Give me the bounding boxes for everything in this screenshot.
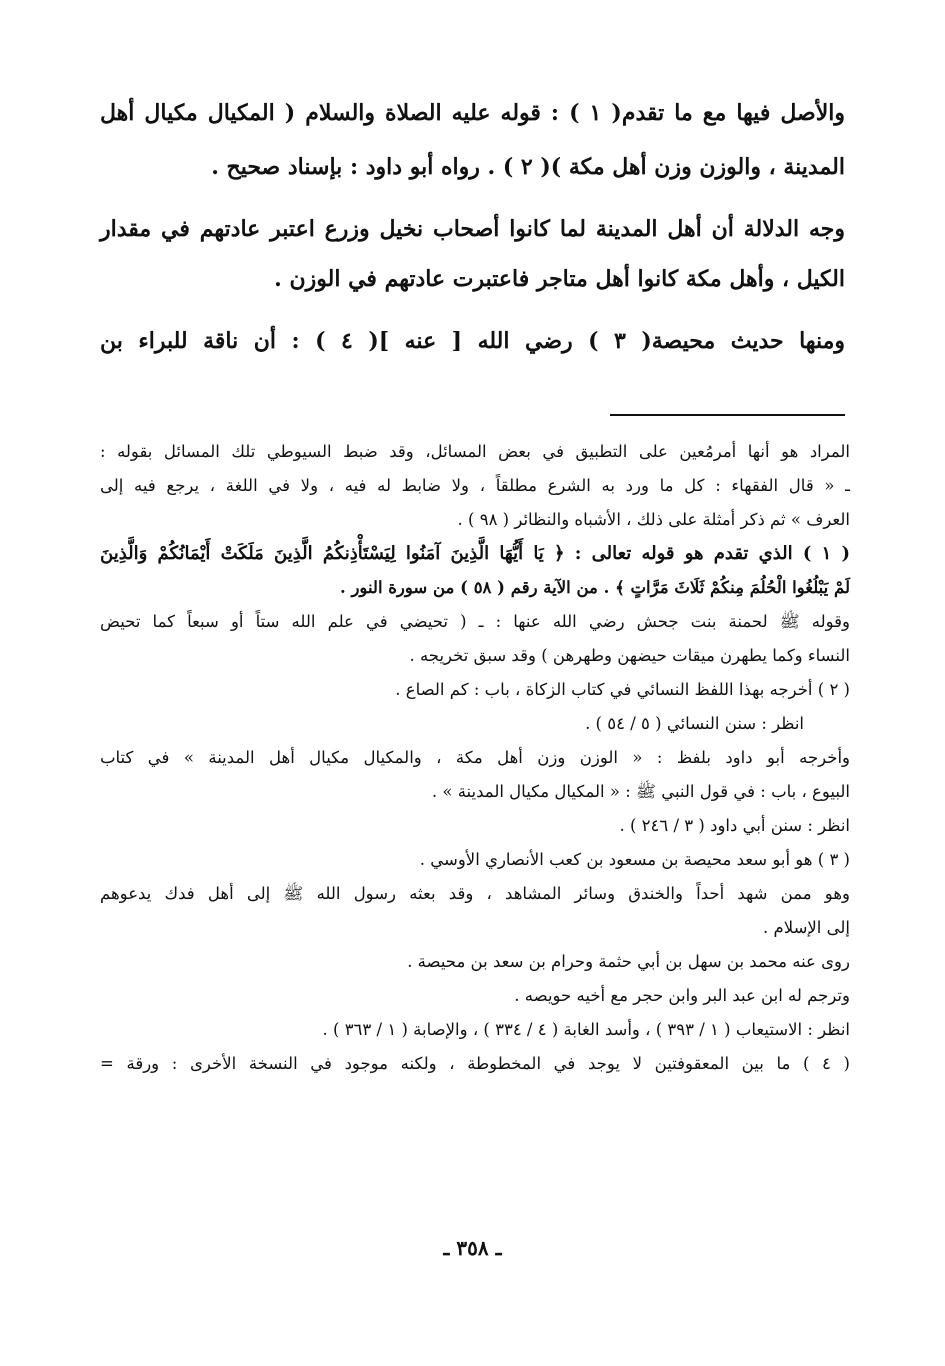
footnote-line: النساء وكما يطهرن ميقات حيضهن وطهرهن ) وقد سبق تخريجه . (409, 646, 850, 665)
main-text-line: وجه الدلالة أن أهل المدينة لما كانوا أصحاب نخيل وزرع اعتبر عادتهم في مقدار (100, 216, 845, 242)
footnote-line: البيوع ، باب : في قول النبي ﷺ : « المكيال مكيال المدينة » . (431, 782, 850, 801)
footnote-line: انظر : سنن النسائي ( ٥ / ٥٤ ) . (585, 714, 804, 733)
footnote-line: وترجم له ابن عبد البر وابن حجر مع أخيه حويصه . (514, 986, 850, 1005)
footnote-line: وهو ممن شهد أحداً والخندق وسائر المشاهد ، وقد بعثه رسول الله ﷺ إلى أهل فدك يدعوهم (100, 884, 850, 903)
footnote-line: إلى الإسلام . (763, 918, 850, 937)
main-text-line: ومنها حديث محيصة( ٣ ) رضي الله [ عنه ]( ٤ ) : أن ناقة للبراء بن (100, 328, 845, 354)
main-text-line: المدينة ، والوزن وزن أهل مكة )( ٢ ) . رواه أبو داود : بإسناد صحيح . (211, 154, 845, 180)
main-text-paragraph-3 (100, 324, 845, 358)
footnote-line: ( ٢ ) أخرجه بهذا اللفظ النسائي في كتاب الزكاة ، باب : كم الصاع . (395, 680, 850, 699)
footnote-line: ـ « قال الفقهاء : كل ما ورد به الشرع مطلقاً ، ولا ضابط له فيه ، ولا في اللغة ، يرجع فيه إلى (100, 476, 850, 495)
footnote-line: ( ١ ) الذي تقدم هو قوله تعالى : ﴿ يَا أَيُّهَا الَّذِينَ آمَنُوا لِيَسْتَأْذِنكُمُ الَّذِينَ مَلَكَتْ أَيْمَانُكُمْ وَالَّذِينَ (100, 543, 850, 564)
footnote-line: المراد هو أنها أمرمُعين على التطبيق في بعض المسائل، وقد ضبط السيوطي تلك المسائل بقوله : (100, 442, 850, 461)
footnote-line: ( ٣ ) هو أبو سعد محيصة بن مسعود بن كعب الأنصاري الأوسي . (419, 850, 850, 869)
main-text-paragraph-2 (100, 212, 845, 296)
footnotes-block (100, 438, 850, 1078)
footnote-separator (610, 414, 845, 416)
footnote-line: انظر : سنن أبي داود ( ٣ / ٢٤٦ ) . (619, 816, 850, 835)
page-number: ـ ٣٥٨ ـ (443, 1236, 502, 1260)
footnote-line: وأخرجه أبو داود بلفظ : « الوزن وزن أهل مكة ، والمكيال مكيال أهل المدينة » في كتاب (100, 748, 850, 767)
main-text-paragraph-1 (100, 96, 845, 184)
footnote-line: انظر : الاستيعاب ( ١ / ٣٩٣ ) ، وأسد الغابة ( ٤ / ٣٣٤ ) ، والإصابة ( ١ / ٣٦٣ ) . (322, 1020, 850, 1039)
main-text-line: والأصل فيها مع ما تقدم( ١ ) : قوله عليه الصلاة والسلام ( المكيال مكيال أهل (100, 100, 845, 126)
footnote-line: روى عنه محمد بن سهل بن أبي حثمة وحرام بن سعد بن محيصة . (407, 952, 850, 971)
footnote-line: العرف » ثم ذكر أمثلة على ذلك ، الأشباه والنظائر ( ٩٨ ) . (457, 510, 850, 529)
footnote-line: لَمْ يَبْلُغُوا الْحُلُمَ مِنكُمْ ثَلَاثَ مَرَّاتٍ ﴾ . من الآية رقم ( ٥٨ ) من سورة النور . (339, 578, 850, 597)
footnote-line: وقوله ﷺ لحمنة بنت جحش رضي الله عنها : ـ ( تحيضي في علم الله ستاً أو سبعاً كما تحيض (100, 612, 850, 631)
footnote-line: ( ٤ ) ما بين المعقوفتين لا يوجد في المخطوطة ، ولكنه موجود في النسخة الأخرى : ورقة = (100, 1054, 850, 1073)
main-text-line: الكيل ، وأهل مكة كانوا أهل متاجر فاعتبرت عادتهم في الوزن . (274, 266, 845, 292)
